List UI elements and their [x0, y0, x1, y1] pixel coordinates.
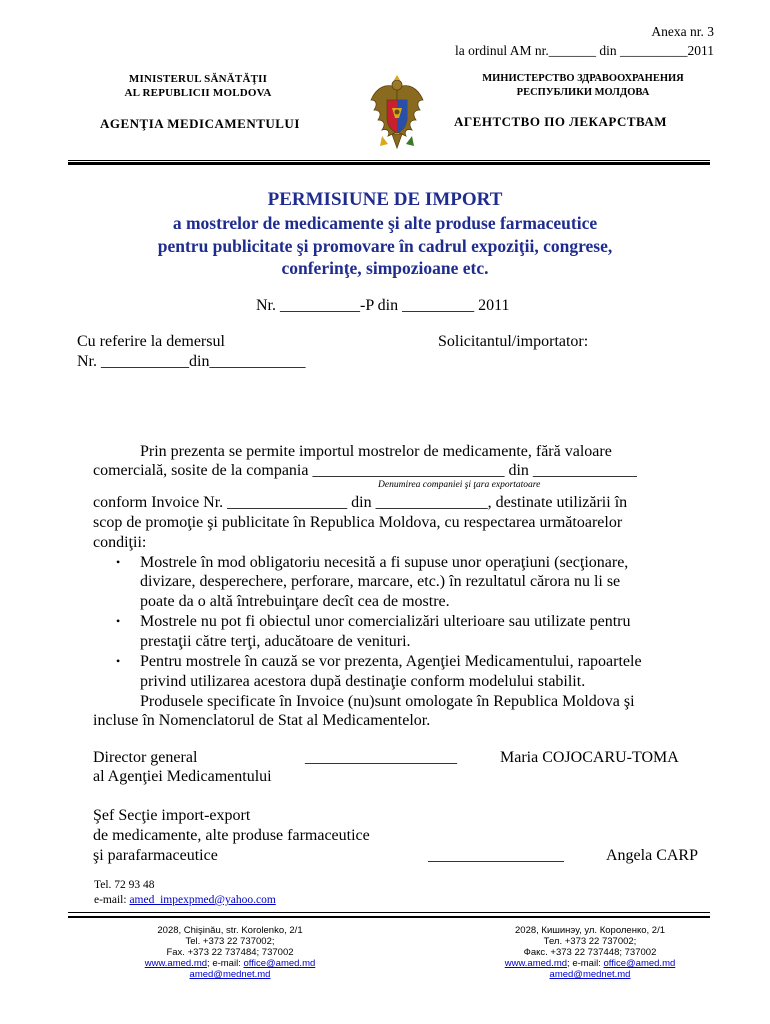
footer-ro-email-label: ; e-mail: — [207, 958, 244, 969]
director-name: Maria COJOCARU-TOMA — [500, 749, 679, 766]
reference-label: Cu referire la demersul — [77, 333, 225, 350]
ministry-ru-line1: МИНИСТЕРСТВО ЗДРАВООХРАНЕНИЯ — [482, 73, 684, 84]
bullet-icon: • — [116, 614, 121, 628]
ministry-ru-line2: РЕСПУБЛИКИ МОЛДОВА — [516, 87, 650, 98]
director-signature-line: ___________________ — [305, 749, 457, 766]
footer-ru-address: 2028, Кишинэу, ул. Короленко, 2/1 — [515, 925, 665, 936]
body-line-3: conform Invoice Nr. _______________ din ______________, destinate utilizării în — [93, 494, 628, 511]
chief-title-line3: şi parafarmaceutice — [93, 847, 218, 864]
chief-title-line1: Şef Secţie import-export — [93, 807, 251, 824]
chief-name: Angela CARP — [606, 847, 698, 864]
body-line-1: Prin prezenta se permite importul mostrelor de medicamente, fără valoare — [140, 443, 612, 460]
bullet-1-line3: poate da o altă întrebuinţare decît cea de mostre. — [140, 593, 450, 610]
document-subtitle — [60, 212, 710, 280]
ministry-romanian — [88, 72, 308, 100]
footer-ro-email2-link[interactable]: amed@mednet.md — [189, 969, 271, 980]
footer-ru-email-label: ; e-mail: — [567, 958, 604, 969]
bullet-2-line2: prestaţii către terţi, aducătoare de venituri. — [140, 633, 411, 650]
director-title-line1: Director general — [93, 749, 198, 766]
chief-signature-line: _________________ — [428, 847, 564, 864]
body-line-7: incluse în Nomenclatorul de Stat al Medicamentelor. — [93, 712, 431, 729]
bullet-2-line1: Mostrele nu pot fi obiectul unor comercializări ulterioare sau utilizate pentru — [140, 613, 631, 630]
bullet-icon: • — [116, 555, 121, 569]
permit-number-line: Nr. __________-P din _________ 2011 — [256, 297, 510, 314]
footer-ro-tel: Tel. +373 22 737002; — [185, 936, 275, 947]
header-divider-thick — [68, 162, 710, 165]
footer-ru-fax: Факс. +373 22 737448; 737002 — [523, 947, 657, 958]
bullet-icon: • — [116, 654, 121, 668]
coat-of-arms-emblem — [368, 74, 426, 156]
footer-ru-email2-link[interactable]: amed@mednet.md — [549, 969, 631, 980]
footer-ro-fax: Fax. +373 22 737484; 737002 — [166, 947, 294, 958]
director-title-line2: al Agenţiei Medicamentului — [93, 768, 272, 785]
footer-ro-web-row — [120, 958, 340, 969]
footer-address-ru — [480, 925, 700, 980]
footer-address-ro — [120, 925, 340, 980]
body-line-2: comercială, sosite de la compania ________________________ din _____________ — [93, 462, 637, 479]
agency-name-ru: АГЕНТСТВО ПО ЛЕКАРСТВАМ — [454, 114, 668, 129]
contact-email-row — [94, 893, 276, 908]
body-line-6: Produsele specificate în Invoice (nu)sunt omologate în Republica Moldova şi — [140, 693, 635, 710]
ministry-ro-line2: AL REPUBLICII MOLDOVA — [124, 87, 272, 99]
contact-email-label: e-mail: — [94, 894, 130, 906]
footer-ro-web-link[interactable]: www.amed.md — [144, 958, 208, 969]
footer-ro-address: 2028, Chişinău, str. Korolenko, 2/1 — [157, 925, 303, 936]
subtitle-line3: conferinţe, simpozioane etc. — [281, 258, 489, 278]
subtitle-line1: a mostrelor de medicamente şi alte produse farmaceutice — [172, 213, 598, 233]
chief-title-line2: de medicamente, alte produse farmaceutice — [93, 827, 370, 844]
contact-email-link[interactable]: amed_impexpmed@yahoo.com — [129, 894, 276, 906]
coat-of-arms-icon — [368, 74, 426, 156]
subtitle-line2: pentru publicitate şi promovare în cadrul expoziţii, congrese, — [157, 235, 613, 256]
footer-ro-email-link[interactable]: office@amed.md — [243, 958, 316, 969]
footer-ru-email-link[interactable]: office@amed.md — [603, 958, 676, 969]
contact-phone: Tel. 72 93 48 — [94, 879, 155, 891]
reference-number-line: Nr. ___________din____________ — [77, 353, 306, 370]
ministry-ro-line1: MINISTERUL SĂNĂTĂŢII — [128, 73, 268, 85]
footer-divider-thin — [68, 912, 710, 913]
bullet-1-line2: divizare, desperechere, perforare, marcare, etc.) în rezultatul cărora nu li se — [140, 573, 621, 590]
company-caption: Denumirea companiei şi ţara exportatoare — [378, 480, 541, 490]
footer-divider-thick — [68, 916, 710, 918]
annex-reference — [455, 22, 714, 60]
footer-ru-tel: Тел. +373 22 737002; — [543, 936, 637, 947]
header-divider-thin — [68, 160, 710, 161]
bullet-3-line1: Pentru mostrele în cauză se vor prezenta, Agenţiei Medicamentului, rapoartele — [140, 653, 642, 670]
body-line-4: scop de promoţie şi publicitate în Republica Moldova, cu respectarea următoarelor — [93, 514, 623, 531]
document-title: PERMISIUNE DE IMPORT — [267, 189, 503, 210]
ministry-russian — [452, 72, 714, 100]
annex-number: Anexa nr. 3 — [651, 24, 714, 39]
bullet-3-line2: privind utilizarea acestora după destinaţie conform modelului stabilit. — [140, 673, 586, 690]
bullet-1-line1: Mostrele în mod obligatoriu necesită a fi supuse unor operaţiuni (secţionare, — [140, 554, 629, 571]
body-line-5: condiţii: — [93, 534, 147, 551]
agency-name-ro: AGENŢIA MEDICAMENTULUI — [100, 116, 300, 131]
footer-ru-web-link[interactable]: www.amed.md — [504, 958, 568, 969]
applicant-label: Solicitantul/importator: — [438, 333, 589, 350]
footer-ru-web-row — [480, 958, 700, 969]
annex-order-line: la ordinul AM nr._______ din __________2011 — [455, 43, 714, 58]
